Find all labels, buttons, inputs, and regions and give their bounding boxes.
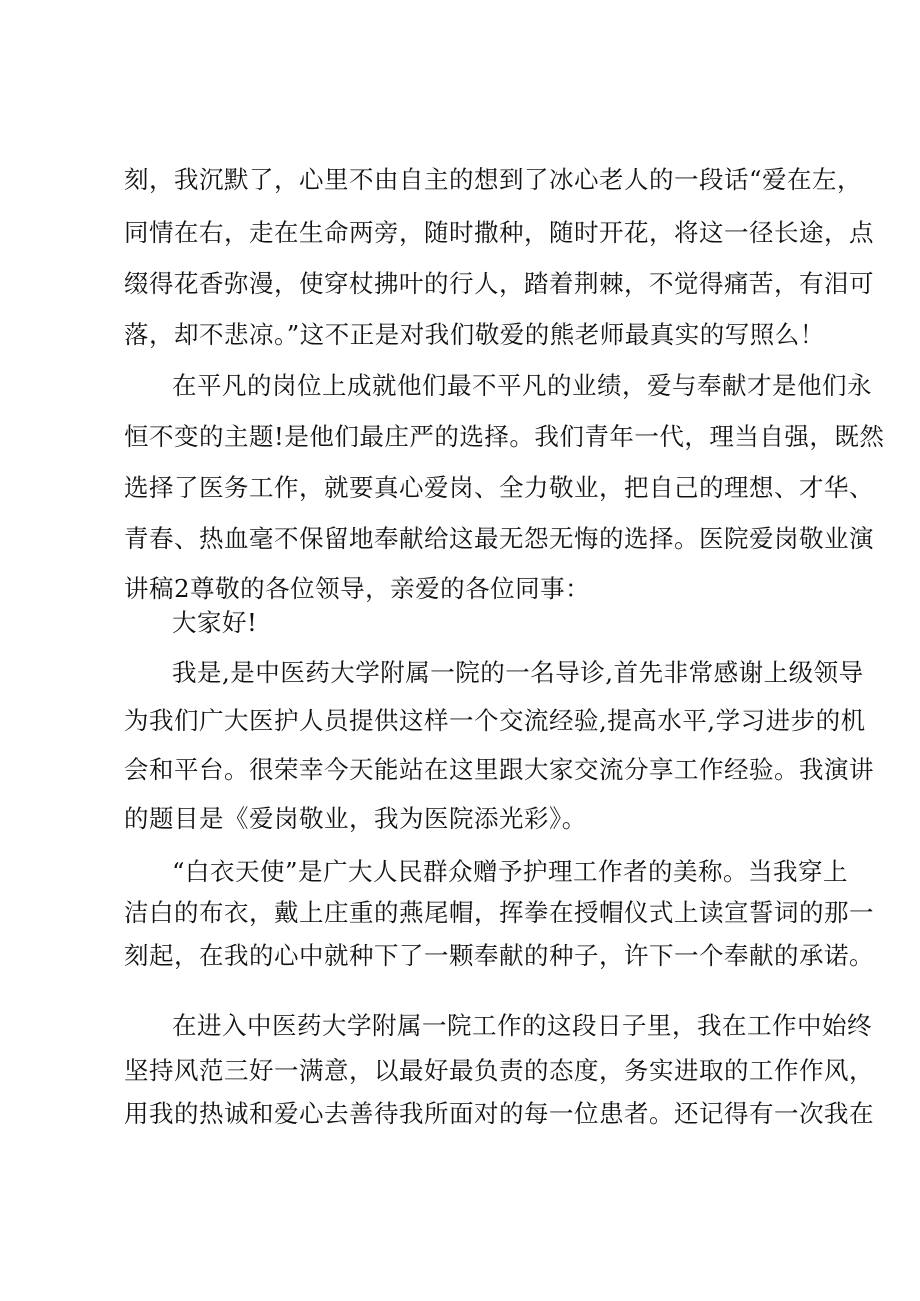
text-line: 用我的热诚和爱心去善待我所面对的每一位患者。还记得有一次我在 [124,1099,874,1128]
text-line: 会和平台。很荣幸今天能站在这里跟大家交流分享工作经验。我演讲 [124,755,874,784]
text-line: 的题目是《爱岗敬业，我为医院添光彩》。 [124,804,587,833]
text-line: 选择了医务工作，就要真心爱岗、全力敬业，把自己的理想、才华、 [124,473,874,502]
text-line: 落，却不悲凉。”这不正是对我们敬爱的熊老师最真实的写照么！ [124,320,825,349]
text-line: 在平凡的岗位上成就他们最不平凡的业绩，爱与奉献才是他们永 [172,371,872,400]
text-line: 恒不变的主题!是他们最庄严的选择。我们青年一代，理当自强，既然 [124,422,885,451]
text-line: 刻，我沉默了，心里不由自主的想到了冰心老人的一段话“爱在左， [124,165,863,194]
text-line: 洁白的布衣，戴上庄重的燕尾帽，挥拳在授帽仪式上读宣誓词的那一 [124,898,874,927]
text-line: 缀得花香弥漫，使穿杖拂叶的行人，踏着荆棘，不觉得痛苦，有泪可 [124,269,874,298]
text-line: 青春、热血毫不保留地奉献给这最无怨无悔的选择。医院爱岗敬业演 [124,524,874,553]
text-line: 大家好! [172,608,258,637]
text-line: 同情在右，走在生命两旁，随时撒种，随时开花，将这一径长途，点 [124,218,874,247]
text-line: “白衣天使”是广大人民群众赠予护理工作者的美称。当我穿上 [172,857,849,886]
text-line: 讲稿2尊敬的各位领导，亲爱的各位同事： [124,574,591,603]
text-line: 坚持风范三好一满意，以最好最负责的态度，务实进取的工作作风， [124,1056,874,1085]
text-line: 我是,是中医药大学附属一院的一名导诊,首先非常感谢上级领导 [172,658,864,687]
text-line: 刻起，在我的心中就种下了一颗奉献的种子，许下一个奉献的承诺。 [124,941,874,970]
text-line: 在进入中医药大学附属一院工作的这段日子里，我在工作中始终 [172,1011,872,1040]
text-line: 为我们广大医护人员提供这样一个交流经验,提高水平,学习进步的机 [124,706,866,735]
